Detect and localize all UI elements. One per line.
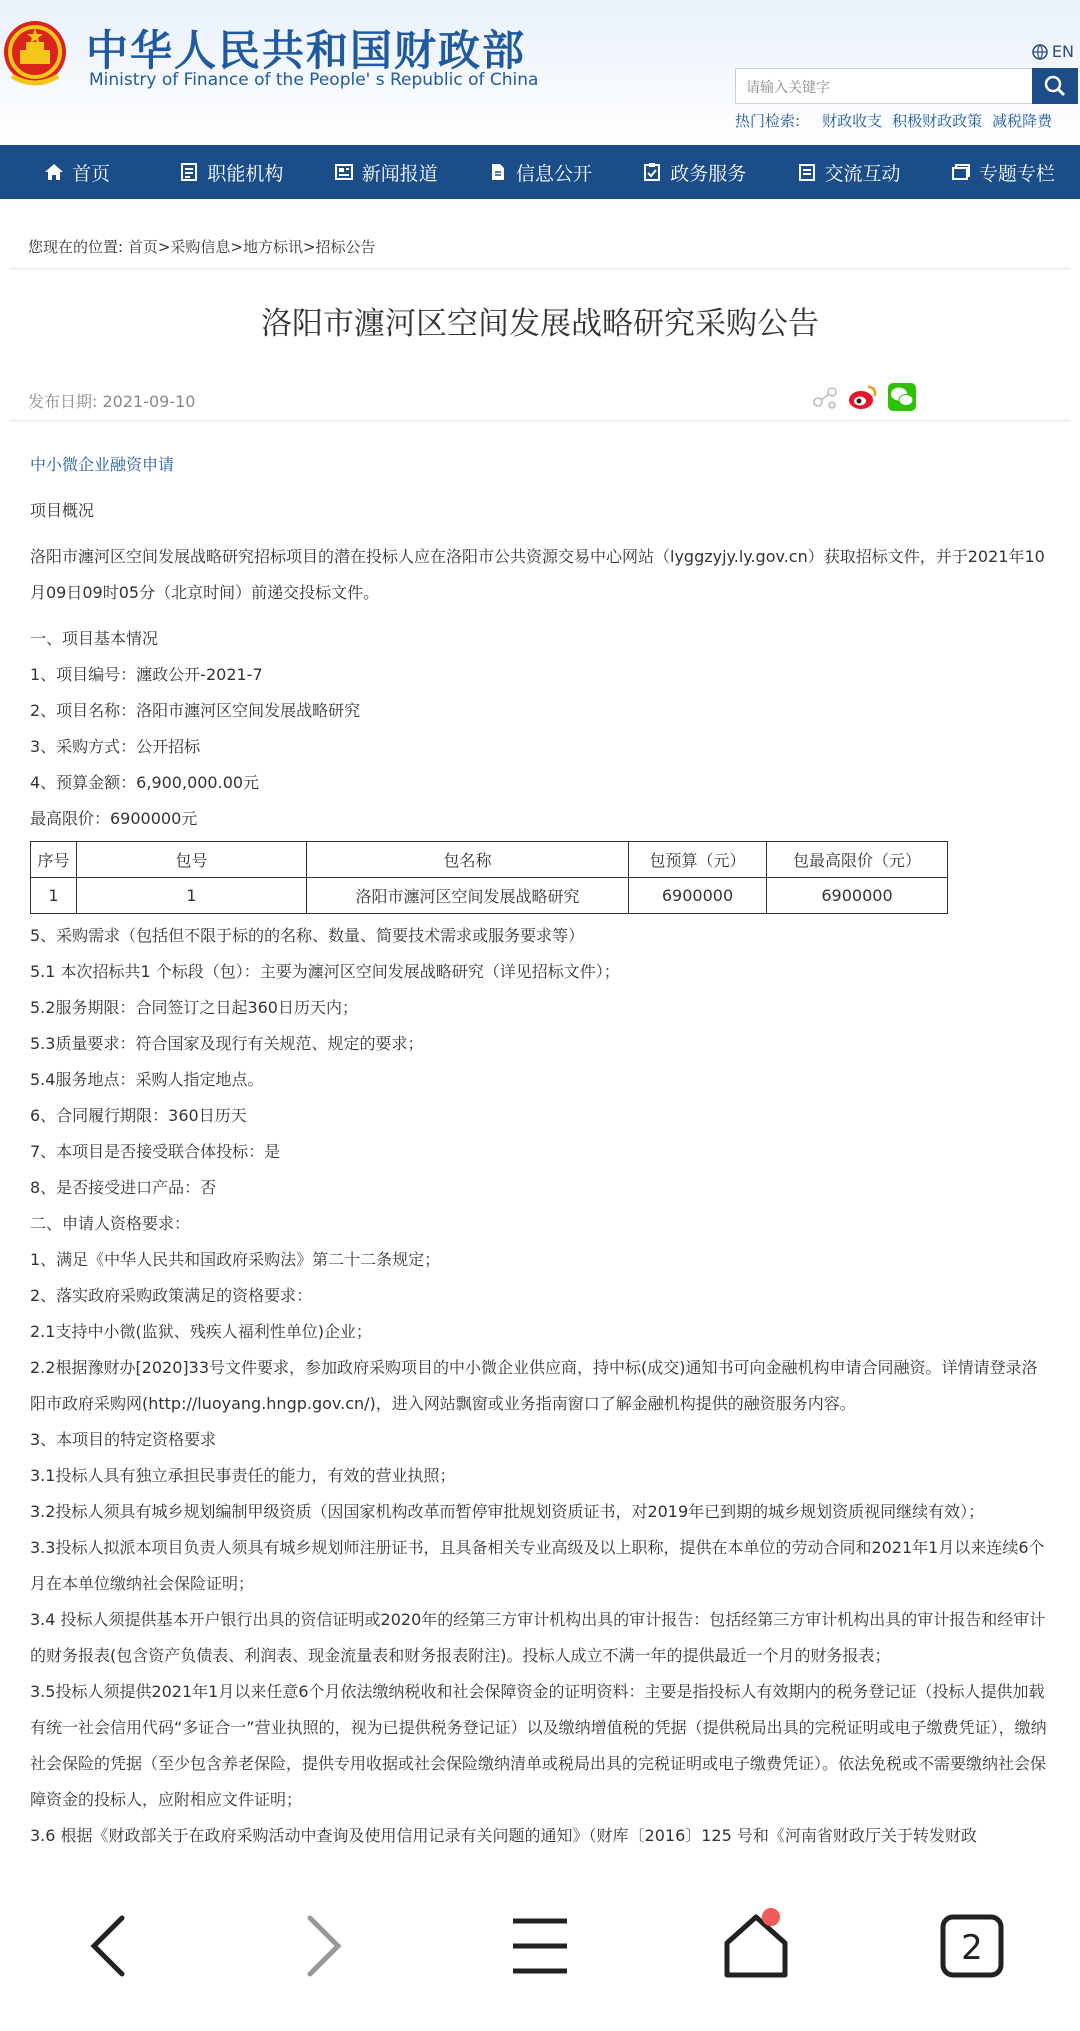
nav-label: 交流互动	[824, 162, 901, 185]
text-line: 3、本项目的特定资格要求	[30, 1430, 217, 1449]
nav-topics[interactable]	[926, 159, 1080, 186]
text-line: 3.6 根据《财政部关于在政府采购活动中查询及使用信用记录有关问题的通知》（财库〔2016〕125 号和《河南省财政厅关于转发财政	[30, 1826, 977, 1845]
text-line: 1、满足《中华人民共和国政府采购法》第二十二条规定；	[30, 1250, 441, 1269]
table-cell: 洛阳市瀍河区空间发展战略研究	[307, 878, 629, 914]
divider	[10, 268, 1070, 269]
nav-label: 政务服务	[670, 162, 747, 185]
site-header	[0, 0, 1080, 145]
table-header: 序号	[31, 842, 77, 878]
article-body	[30, 447, 1050, 1854]
site-title[interactable]: 中华人民共和国财政部	[86, 26, 527, 75]
text-line: 2.1支持中小微(监狱、残疾人福利性单位)企业；	[30, 1322, 372, 1341]
chat-icon	[797, 162, 817, 182]
text-line: 3.1投标人具有独立承担民事责任的能力，有效的营业执照；	[30, 1466, 456, 1485]
text-line: 二、申请人资格要求：	[30, 1214, 191, 1233]
hot-search	[735, 110, 1052, 131]
hot-search-label: 热门检索:	[735, 112, 801, 130]
text-line: 7、本项目是否接受联合体投标：是	[30, 1142, 281, 1161]
news-icon	[334, 162, 354, 182]
text-line: 6、合同履行期限：360日历天	[30, 1106, 247, 1125]
text-line: 5.4服务地点：采购人指定地点。	[30, 1070, 264, 1089]
nav-news[interactable]	[309, 159, 463, 186]
back-button[interactable]	[48, 1886, 168, 2006]
menu-icon	[505, 1911, 575, 1981]
folder-icon	[951, 162, 971, 182]
nav-label: 新闻报道	[361, 162, 438, 185]
publish-date: 发布日期: 2021-09-10	[28, 392, 196, 411]
text-line: 4、预算金额：6,900,000.00元	[30, 773, 260, 792]
share-bar	[812, 383, 916, 411]
text-line: 一、项目基本情况	[30, 629, 159, 648]
text-line: 1、项目编号：瀍政公开-2021-7	[30, 665, 263, 684]
text-line: 3.2投标人须具有城乡规划编制甲级资质（因国家机构改革而暂停审批规划资质证书，对2019年已到期的城乡规划资质视同继续有效）；	[30, 1502, 985, 1521]
list-icon	[179, 162, 199, 182]
nav-info[interactable]	[463, 159, 617, 186]
divider	[10, 420, 1070, 421]
text-line: 5.2服务期限：合同签订之日起360日历天内；	[30, 998, 358, 1017]
search-button[interactable]	[1032, 68, 1078, 104]
language-label: EN	[1051, 42, 1074, 61]
weibo-icon[interactable]	[848, 383, 878, 411]
text-line: 8、是否接受进口产品：否	[30, 1178, 217, 1197]
table-header: 包预算（元）	[629, 842, 767, 878]
notification-dot	[762, 1908, 780, 1926]
nav-agencies[interactable]	[154, 159, 308, 186]
table-cell: 1	[77, 878, 307, 914]
table-cell: 6900000	[767, 878, 948, 914]
language-switch[interactable]	[1032, 42, 1074, 61]
text-line: 最高限价：6900000元	[30, 809, 198, 828]
tabs-icon	[937, 1911, 1007, 1981]
hot-link[interactable]: 积极财政政策	[892, 112, 983, 130]
home-icon	[44, 162, 64, 182]
text-line: 5、采购需求（包括但不限于标的的名称、数量、简要技术需求或服务要求等）	[30, 926, 585, 945]
table-header: 包名称	[307, 842, 629, 878]
text-line: 3.5投标人须提供2021年1月以来任意6个月依法缴纳税收和社会保障资金的证明资料：主要是指投标人有效期内的税务登记证（投标人提供加载有统一社会信用代码“多证合一”营业执照的，视为已提供税务登记证）以及缴纳增值税的凭据（提供税局出具的完税证明或电子缴费凭证），缴纳社会保险的凭据（至少包含养老保险，提供专用收据或社会保险缴纳清单或税局出具的完税证明或电子缴费凭证）。依法免税或不需要缴纳社会保障资金的投标人，应附相应文件证明；	[30, 1682, 1047, 1809]
bid-table	[30, 841, 948, 914]
back-icon	[78, 1906, 138, 1986]
wechat-icon[interactable]	[888, 383, 916, 411]
site-subtitle: Ministry of Finance of the People' s Republic of China	[89, 70, 539, 90]
share-icon[interactable]	[812, 384, 838, 410]
document-icon	[488, 162, 508, 182]
table-header: 包号	[77, 842, 307, 878]
section-heading: 项目概况	[30, 501, 95, 520]
page-title: 洛阳市瀍河区空间发展战略研究采购公告	[261, 306, 819, 342]
text-line: 3、采购方式：公开招标	[30, 737, 201, 756]
browser-bottom-bar	[0, 1860, 1080, 2031]
table-cell: 6900000	[629, 878, 767, 914]
text-line: 3.4 投标人须提供基本开户银行出具的资信证明或2020年的经第三方审计机构出具的审计报告：包括经第三方审计机构出具的审计报告和经审计的财务报表(包含资产负债表、利润表、现金流量表和财务报表附注)。投标人成立不满一年的提供最近一个月的财务报表；	[30, 1610, 1046, 1665]
table-header: 包最高限价（元）	[767, 842, 948, 878]
home-icon	[721, 1911, 791, 1981]
nav-interaction[interactable]	[771, 159, 925, 186]
intro-paragraph: 洛阳市瀍河区空间发展战略研究招标项目的潜在投标人应在洛阳市公共资源交易中心网站（lyggzyjy.ly.gov.cn）获取招标文件，并于2021年10月09日09时05分（北京时间）前递交投标文件。	[30, 547, 1045, 602]
forward-button[interactable]	[264, 1886, 384, 2006]
finance-apply-link[interactable]: 中小微企业融资申请	[30, 455, 175, 474]
tabs-count: 2	[961, 1927, 983, 1968]
text-line: 5.3质量要求：符合国家及现行有关规范、规定的要求；	[30, 1034, 424, 1053]
nav-label: 首页	[72, 162, 111, 185]
breadcrumb[interactable]: 您现在的位置: 首页>采购信息>地方标讯>招标公告	[28, 238, 376, 256]
hot-link[interactable]: 减税降费	[992, 112, 1053, 130]
nav-label: 职能机构	[207, 162, 284, 185]
main-nav	[0, 145, 1080, 199]
nav-services[interactable]	[617, 159, 771, 186]
table-header-row	[31, 842, 948, 878]
national-emblem-icon[interactable]	[2, 16, 68, 92]
text-line: 2、落实政府采购政策满足的资格要求：	[30, 1286, 313, 1305]
tabs-button[interactable]	[912, 1886, 1032, 2006]
table-cell: 1	[31, 878, 77, 914]
nav-label: 信息公开	[515, 162, 592, 185]
hot-link[interactable]: 财政收支	[822, 112, 883, 130]
nav-label: 专题专栏	[978, 162, 1055, 185]
nav-home[interactable]	[0, 159, 154, 186]
table-row	[31, 878, 948, 914]
search-icon	[1043, 74, 1067, 98]
menu-button[interactable]	[480, 1886, 600, 2006]
globe-icon	[1032, 44, 1048, 60]
text-line: 5.1 本次招标共1 个标段（包）：主要为瀍河区空间发展战略研究（详见招标文件）；	[30, 962, 620, 981]
text-line: 2、项目名称：洛阳市瀍河区空间发展战略研究	[30, 701, 361, 720]
search-input[interactable]: 请输入关键字	[735, 68, 1033, 104]
text-line: 2.2根据豫财办[2020]33号文件要求，参加政府采购项目的中小微企业供应商，持中标(成交)通知书可向金融机构申请合同融资。详情请登录洛阳市政府采购网(http://luoyang.hngp.gov.cn/)，进入网站飘窗或业务指南窗口了解金融机构提供的融资服务内容。	[30, 1358, 1038, 1413]
forward-icon	[294, 1906, 354, 1986]
clipboard-icon	[642, 162, 662, 182]
home-button[interactable]	[696, 1886, 816, 2006]
text-line: 3.3投标人拟派本项目负责人须具有城乡规划师注册证书，且具备相关专业高级及以上职称，提供在本单位的劳动合同和2021年1月以来连续6个月在本单位缴纳社会保险证明；	[30, 1538, 1045, 1593]
